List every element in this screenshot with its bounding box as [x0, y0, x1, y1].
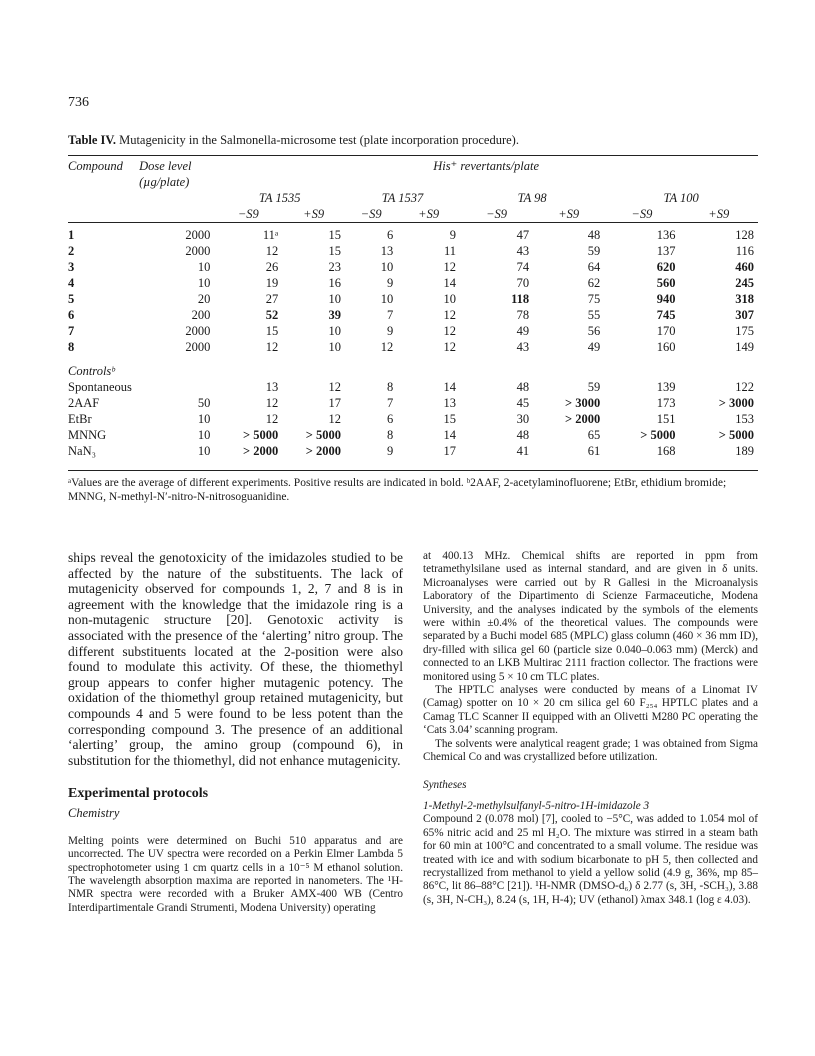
header-blank: [214, 174, 282, 190]
revertant-value: 175: [735, 324, 754, 338]
revertant-value: 745: [656, 308, 676, 322]
revertant-value: 45: [516, 396, 530, 410]
header-blank: [139, 206, 214, 223]
synthesis-paragraph: Compound 2 (0.078 mol) [7], cooled to −5°C, was added to 1.054 mol of 65% nitric acid and 25 ml H₂O. The mixture was stirred in a steam bath for 60 min at 100°C and concentrated to a small volume. The residue was treated with ice and with sodium bicarbonate to pH 5, then collected and recrystallized from methanol to yield a yellow solid (4.9 g, 36%, mp 85–86°C, lit 86–88°C [21]). ¹H-NMR (DMSO-d₆) δ 2.77 (s, 3H, -SCH₃), 3.88 (s, 3H, N-CH₃), 8.24 (s, 1H, H-4); UV (ethanol) λmax 348.1 (log ε 4.03).: [423, 813, 758, 906]
revertant-value: 9: [387, 276, 394, 290]
syntheses-title: Syntheses: [423, 778, 467, 791]
revertant-value: 23: [328, 260, 341, 274]
revertant-value: 26: [265, 260, 279, 274]
revertant-value: 12: [443, 340, 456, 354]
revertant-value: 30: [516, 412, 530, 426]
header-blank: [345, 174, 397, 190]
revertant-value: 6: [387, 412, 394, 426]
revertant-value: 8: [387, 428, 394, 442]
revertant-value: 12: [443, 260, 456, 274]
revertant-value: 10: [443, 292, 456, 306]
section-title: Experimental protocols: [68, 786, 209, 802]
compound-id: 8: [68, 340, 75, 354]
header-minus-s9: −S9: [486, 207, 508, 221]
chemistry-paragraph: Melting points were determined on Buchi 510 apparatus and are uncorrected. The UV spectra were recorded on a Perkin Elmer Lambda 5 spectrophotometer using 1 cm quartz cells in a 10⁻⁵ M ethanol solution. The wavelength absorption maxima are reported in nanometers. The ¹H-NMR spectra were recorded with a Bruker AMX-400 WB (Centro Interdipartimentale Grandi Strumenti, Modena University) operating: [68, 834, 403, 914]
table-caption-label: Table IV.: [68, 133, 116, 147]
revertant-value: 153: [735, 412, 754, 426]
dose-level: 50: [197, 396, 211, 410]
revertant-value: 17: [443, 444, 456, 458]
revertant-value: 168: [656, 444, 676, 458]
revertant-value: 65: [587, 428, 601, 442]
methods-paragraph-1: at 400.13 MHz. Chemical shifts are reported in ppm from tetramethylsilane used as internal standard, and are given in δ units. Microanalyses were carried out by R Gallesi in the Microanalysis Laboratory of the Dipartimento di Scienze Farmaceutiche, Modena University, and the analyses indicated by the symbols of the elements were within ±0.4% of the theoretical values. The compounds were separated by a Buchi model 685 (MPLC) glass column (460 × 36 mm ID), dry-filled with silica gel 60 (particle size 0.040–0.063 mm) (Merck) and connected to an LKB Multirac 2111 fraction collector. The fractions were monitored using 5 × 10 cm TLC plates.: [423, 550, 758, 683]
dose-level: 2000: [185, 324, 211, 338]
compound-id: 5: [68, 292, 75, 306]
header-compound: Compound: [68, 159, 123, 173]
revertant-value: 75: [587, 292, 601, 306]
revertant-value: 10: [380, 292, 394, 306]
left-column: [68, 550, 403, 915]
spacer-row: [68, 355, 758, 363]
header-row-s9: [68, 206, 758, 223]
header-blank: [680, 174, 759, 190]
dose-level: 10: [197, 444, 211, 458]
revertant-value: > 2000: [305, 444, 341, 458]
revertant-value: 52: [265, 308, 279, 322]
compound-id: 3: [68, 260, 75, 274]
dose-level: 2000: [185, 244, 211, 258]
revertant-value: 307: [735, 308, 754, 322]
revertant-value: 64: [587, 260, 601, 274]
compound-row: [68, 307, 758, 323]
header-strain: TA 1537: [381, 191, 424, 205]
revertant-value: 43: [516, 244, 530, 258]
revertant-value: 11: [443, 244, 456, 258]
revertant-value: 160: [656, 340, 676, 354]
revertant-value: 10: [328, 324, 341, 338]
revertant-value: 560: [656, 276, 676, 290]
header-dose-unit: (µg/plate): [139, 175, 190, 189]
header-plus-s9: +S9: [558, 207, 580, 221]
header-plus-s9: +S9: [708, 207, 730, 221]
table-top-rule: [68, 155, 758, 156]
revertant-value: > 5000: [718, 428, 754, 442]
revertant-value: 13: [265, 380, 279, 394]
dose-level: 10: [197, 412, 211, 426]
table-body: [68, 158, 758, 459]
revertant-value: 12: [443, 324, 456, 338]
header-blank: [397, 174, 460, 190]
header-blank: [460, 174, 533, 190]
revertant-value: 8: [387, 380, 394, 394]
discussion-paragraph: ships reveal the genotoxicity of the imidazoles studied to be affected by the nature of the substituents. The lack of mutagenicity observed for compounds 1, 2, 7 and 8 is in agreement with the knowledge that the imidazole ring is a non-mutagenic structure [20]. Genotoxic activity is associated with the presence of the ‘alerting’ nitro group. The different substituents located at the 2-position were also found to modulate this activity. Of these, the thiomethyl group appears to confer higher mutagenic potency. The oxidation of the thiomethyl group retained mutagenicity, but compounds 4 and 5 were found to be less potent than the corresponding compound 3. The presence of an additional ‘alerting’ group, the amino group (compound 6), in substitution for the thiomethyl, did not enhance mutagenicity.: [68, 550, 403, 768]
control-row: [68, 443, 758, 459]
dose-level: 10: [197, 260, 211, 274]
control-row: [68, 395, 758, 411]
compound-row: [68, 291, 758, 307]
revertant-value: 137: [656, 244, 676, 258]
revertant-value: 189: [735, 444, 754, 458]
revertant-value: 12: [265, 396, 279, 410]
revertant-value: 9: [449, 228, 456, 242]
revertant-value: 49: [587, 340, 601, 354]
revertant-value: 12: [328, 412, 341, 426]
dose-level: [139, 379, 214, 395]
revertant-value: 7: [387, 308, 394, 322]
table-caption-text: Mutagenicity in the Salmonella-microsome test (plate incorporation procedure).: [119, 133, 519, 147]
compound-id: 2: [68, 244, 75, 258]
revertant-value: 9: [387, 324, 394, 338]
revertant-value: 15: [328, 244, 341, 258]
revertant-value: 49: [516, 324, 530, 338]
revertant-value: 9: [387, 444, 394, 458]
header-dose-level: Dose level: [139, 159, 192, 173]
revertant-value: 460: [735, 260, 754, 274]
revertant-value: > 5000: [243, 428, 279, 442]
control-name: EtBr: [68, 412, 92, 426]
compound-id: 1: [68, 228, 75, 242]
revertant-value: 13: [443, 396, 456, 410]
header-blank: [533, 174, 604, 190]
revertant-value: 15: [328, 228, 341, 242]
controls-label: Controlsᵇ: [68, 364, 115, 378]
header-blank: [282, 174, 345, 190]
control-row: [68, 379, 758, 395]
revertant-value: 170: [656, 324, 676, 338]
revertant-value: 12: [265, 340, 279, 354]
header-blank: [68, 190, 139, 206]
revertant-value: 128: [735, 228, 754, 242]
table-footnote: ᵃValues are the average of different experiments. Positive results are indicated in bold. ᵇ2AAF, 2-acetylaminofluorene; EtBr, ethidium bromide; MNNG, N-methyl-N′-nitro-N-nitrosoguanidine.: [68, 477, 727, 503]
control-name: Spontaneous: [68, 380, 132, 394]
compound-row: [68, 339, 758, 355]
revertant-value: 19: [265, 276, 279, 290]
header-minus-s9: −S9: [631, 207, 653, 221]
right-column: [423, 550, 758, 907]
header-blank: [68, 174, 139, 190]
header-blank: [604, 174, 679, 190]
page-number: 736: [68, 95, 89, 110]
revertant-value: 318: [735, 292, 754, 306]
revertant-value: 7: [387, 396, 394, 410]
revertant-value: 59: [587, 244, 601, 258]
revertant-value: > 3000: [718, 396, 754, 410]
revertant-value: > 2000: [243, 444, 279, 458]
revertant-value: 620: [656, 260, 676, 274]
revertant-value: 116: [735, 244, 754, 258]
revertant-value: 14: [443, 276, 456, 290]
revertant-value: 27: [265, 292, 279, 306]
revertant-value: 10: [328, 292, 341, 306]
dose-level: 2000: [185, 340, 211, 354]
revertant-value: 139: [656, 380, 676, 394]
revertant-value: > 2000: [564, 412, 601, 426]
revertant-value: 118: [511, 292, 530, 306]
compound-row: [68, 275, 758, 291]
mutagenicity-table: [68, 158, 758, 459]
control-row: [68, 411, 758, 427]
header-strain: TA 100: [663, 191, 699, 205]
revertant-value: 16: [328, 276, 341, 290]
control-row: [68, 427, 758, 443]
revertant-value: 47: [516, 228, 530, 242]
revertant-value: 122: [735, 380, 754, 394]
header-minus-s9: −S9: [237, 207, 259, 221]
revertant-value: 74: [516, 260, 530, 274]
revertant-value: 61: [587, 444, 601, 458]
header-strain: TA 98: [517, 191, 547, 205]
revertant-value: > 5000: [640, 428, 676, 442]
revertant-value: 12: [443, 308, 456, 322]
revertant-value: 940: [656, 292, 676, 306]
compound-id: 4: [68, 276, 75, 290]
revertant-value: 78: [516, 308, 530, 322]
revertant-value: 6: [387, 228, 394, 242]
revertant-value: 56: [587, 324, 601, 338]
dose-level: 10: [197, 276, 211, 290]
header-blank: [139, 190, 214, 206]
revertant-value: 149: [735, 340, 754, 354]
revertant-value: 41: [516, 444, 530, 458]
compound-row: [68, 259, 758, 275]
revertant-value: 11ᵃ: [262, 228, 279, 242]
revertant-value: 136: [656, 228, 676, 242]
controls-header-row: [68, 363, 758, 379]
revertant-value: 48: [516, 428, 530, 442]
compound-id: 7: [68, 324, 75, 338]
header-blank: [68, 206, 139, 223]
revertant-value: 12: [380, 340, 394, 354]
revertant-value: 173: [656, 396, 676, 410]
revertant-value: 59: [587, 380, 601, 394]
revertant-value: 43: [516, 340, 530, 354]
revertant-value: 62: [587, 276, 601, 290]
header-plus-s9: +S9: [303, 207, 325, 221]
control-name: NaN₃: [68, 444, 96, 458]
revertant-value: 151: [656, 412, 676, 426]
compound-id: 6: [68, 308, 75, 322]
control-name: MNNG: [68, 428, 107, 442]
header-plus-s9: +S9: [418, 207, 440, 221]
revertant-value: 13: [380, 244, 394, 258]
dose-level: 200: [191, 308, 211, 322]
revertant-value: 10: [380, 260, 394, 274]
revertant-value: 12: [265, 244, 279, 258]
header-group: His⁺ revertants/plate: [433, 159, 540, 173]
header-strain: TA 1535: [258, 191, 301, 205]
revertant-value: 14: [443, 380, 456, 394]
dose-level: 2000: [185, 228, 211, 242]
revertant-value: 48: [516, 380, 530, 394]
revertant-value: 245: [735, 276, 754, 290]
revertant-value: 70: [516, 276, 530, 290]
spacer: [68, 355, 758, 363]
methods-paragraph-3: The solvents were analytical reagent grade; 1 was obtained from Sigma Chemical Co and was crystallized before utilization.: [423, 737, 758, 764]
compound-title: 1-Methyl-2-methylsulfanyl-5-nitro-1H-imidazole 3: [423, 799, 650, 812]
revertant-value: 12: [328, 380, 341, 394]
table-caption: [68, 133, 758, 148]
compound-row: [68, 323, 758, 339]
compound-row: [68, 243, 758, 259]
revertant-value: 48: [587, 228, 601, 242]
table-bottom-rule: [68, 470, 758, 471]
revertant-value: > 5000: [305, 428, 341, 442]
revertant-value: 39: [328, 308, 341, 322]
dose-level: 20: [197, 292, 211, 306]
revertant-value: 15: [265, 324, 279, 338]
dose-level: 10: [197, 428, 211, 442]
revertant-value: 12: [265, 412, 279, 426]
revertant-value: 17: [328, 396, 341, 410]
revertant-value: 10: [328, 340, 341, 354]
subsection-title: Chemistry: [68, 805, 120, 820]
header-row-1: [68, 158, 758, 174]
revertant-value: 55: [587, 308, 601, 322]
compound-row: [68, 227, 758, 243]
header-row-2: [68, 174, 758, 190]
header-minus-s9: −S9: [360, 207, 382, 221]
revertant-value: 15: [443, 412, 456, 426]
revertant-value: > 3000: [564, 396, 601, 410]
revertant-value: 14: [443, 428, 456, 442]
control-name: 2AAF: [68, 396, 100, 410]
header-row-strains: [68, 190, 758, 206]
methods-paragraph-2: The HPTLC analyses were conducted by means of a Linomat IV (Camag) spotter on 10 × 20 cm silica gel 60 F₂₅₄ HPTLC plates and a Camag TLC Scanner II equipped with an Olivetti M280 PC operating the ‘Cats 3.04’ scanning program.: [423, 684, 758, 737]
